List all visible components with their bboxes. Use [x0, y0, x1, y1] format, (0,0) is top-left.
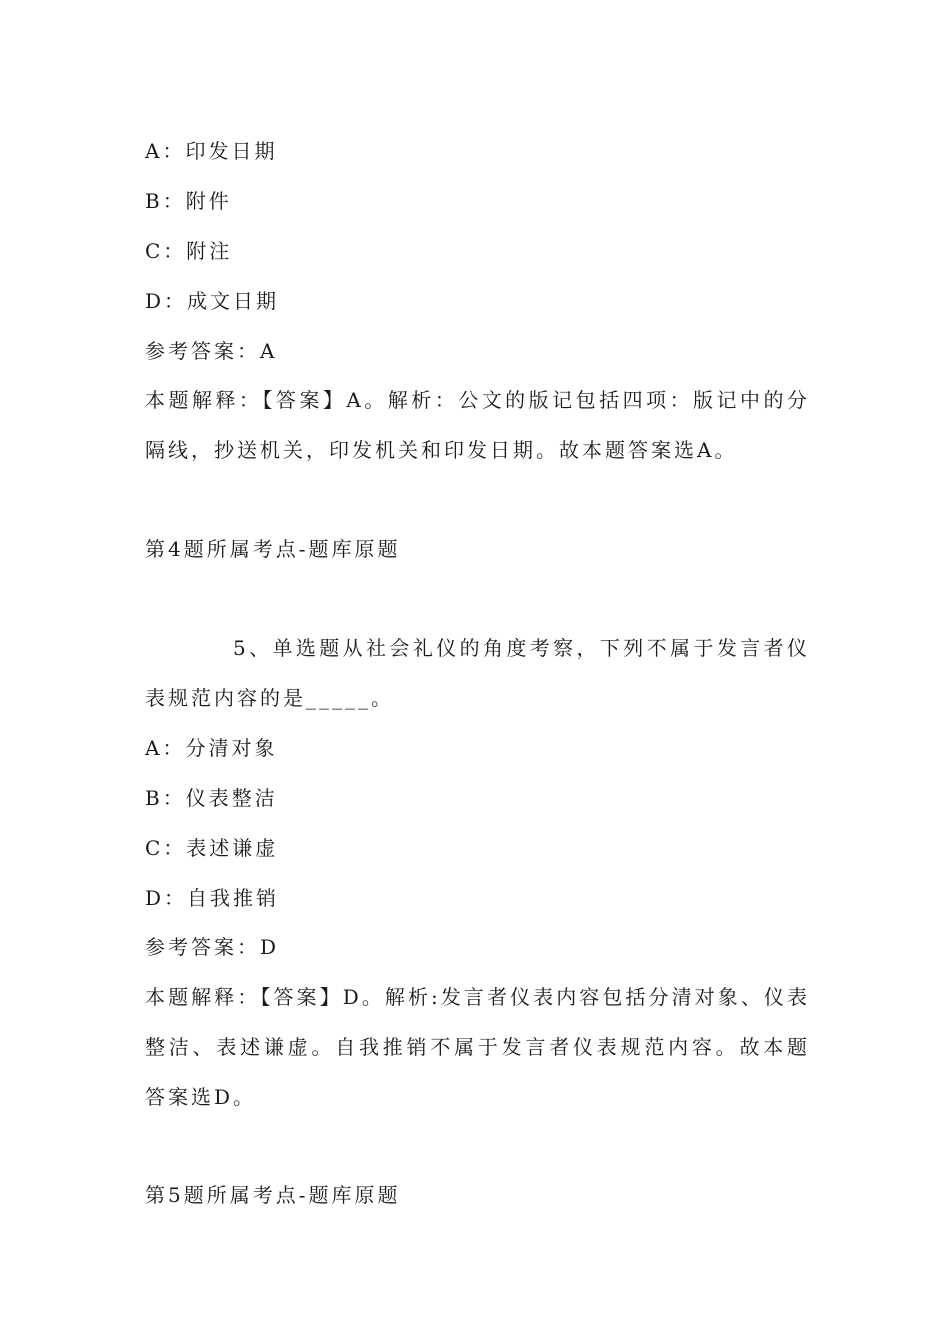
q5-option-c: C：表述谦虚 — [145, 836, 279, 860]
q4-topic: 第4题所属考点-题库原题 — [145, 537, 401, 561]
q5-topic: 第5题所属考点-题库原题 — [145, 1183, 401, 1207]
q4-explanation: 本题解释：【答案】A。解析：公文的版记包括四项：版记中的分隔线，抄送机关，印发机关和印发日期。故本题答案选A。 — [145, 388, 810, 462]
q4-option-a: A：印发日期 — [145, 139, 278, 163]
q5-question: 5、单选题从社会礼仪的角度考察，下列不属于发言者仪表规范内容的是_____。 — [145, 636, 810, 710]
q4-option-b: B：附件 — [145, 189, 232, 213]
q5-option-d: D：自我推销 — [145, 886, 280, 910]
q4-option-c: C：附注 — [145, 239, 233, 263]
q5-option-a: A：分清对象 — [145, 736, 278, 760]
q5-answer: 参考答案：D — [145, 935, 280, 959]
q4-option-d: D：成文日期 — [145, 289, 280, 313]
q5-option-b: B：仪表整洁 — [145, 786, 278, 810]
q5-explanation: 本题解释：【答案】D。解析:发言者仪表内容包括分清对象、仪表整洁、表述谦虚。自我推销不属于发言者仪表规范内容。故本题答案选D。 — [145, 985, 810, 1109]
q4-answer: 参考答案：A — [145, 339, 278, 363]
